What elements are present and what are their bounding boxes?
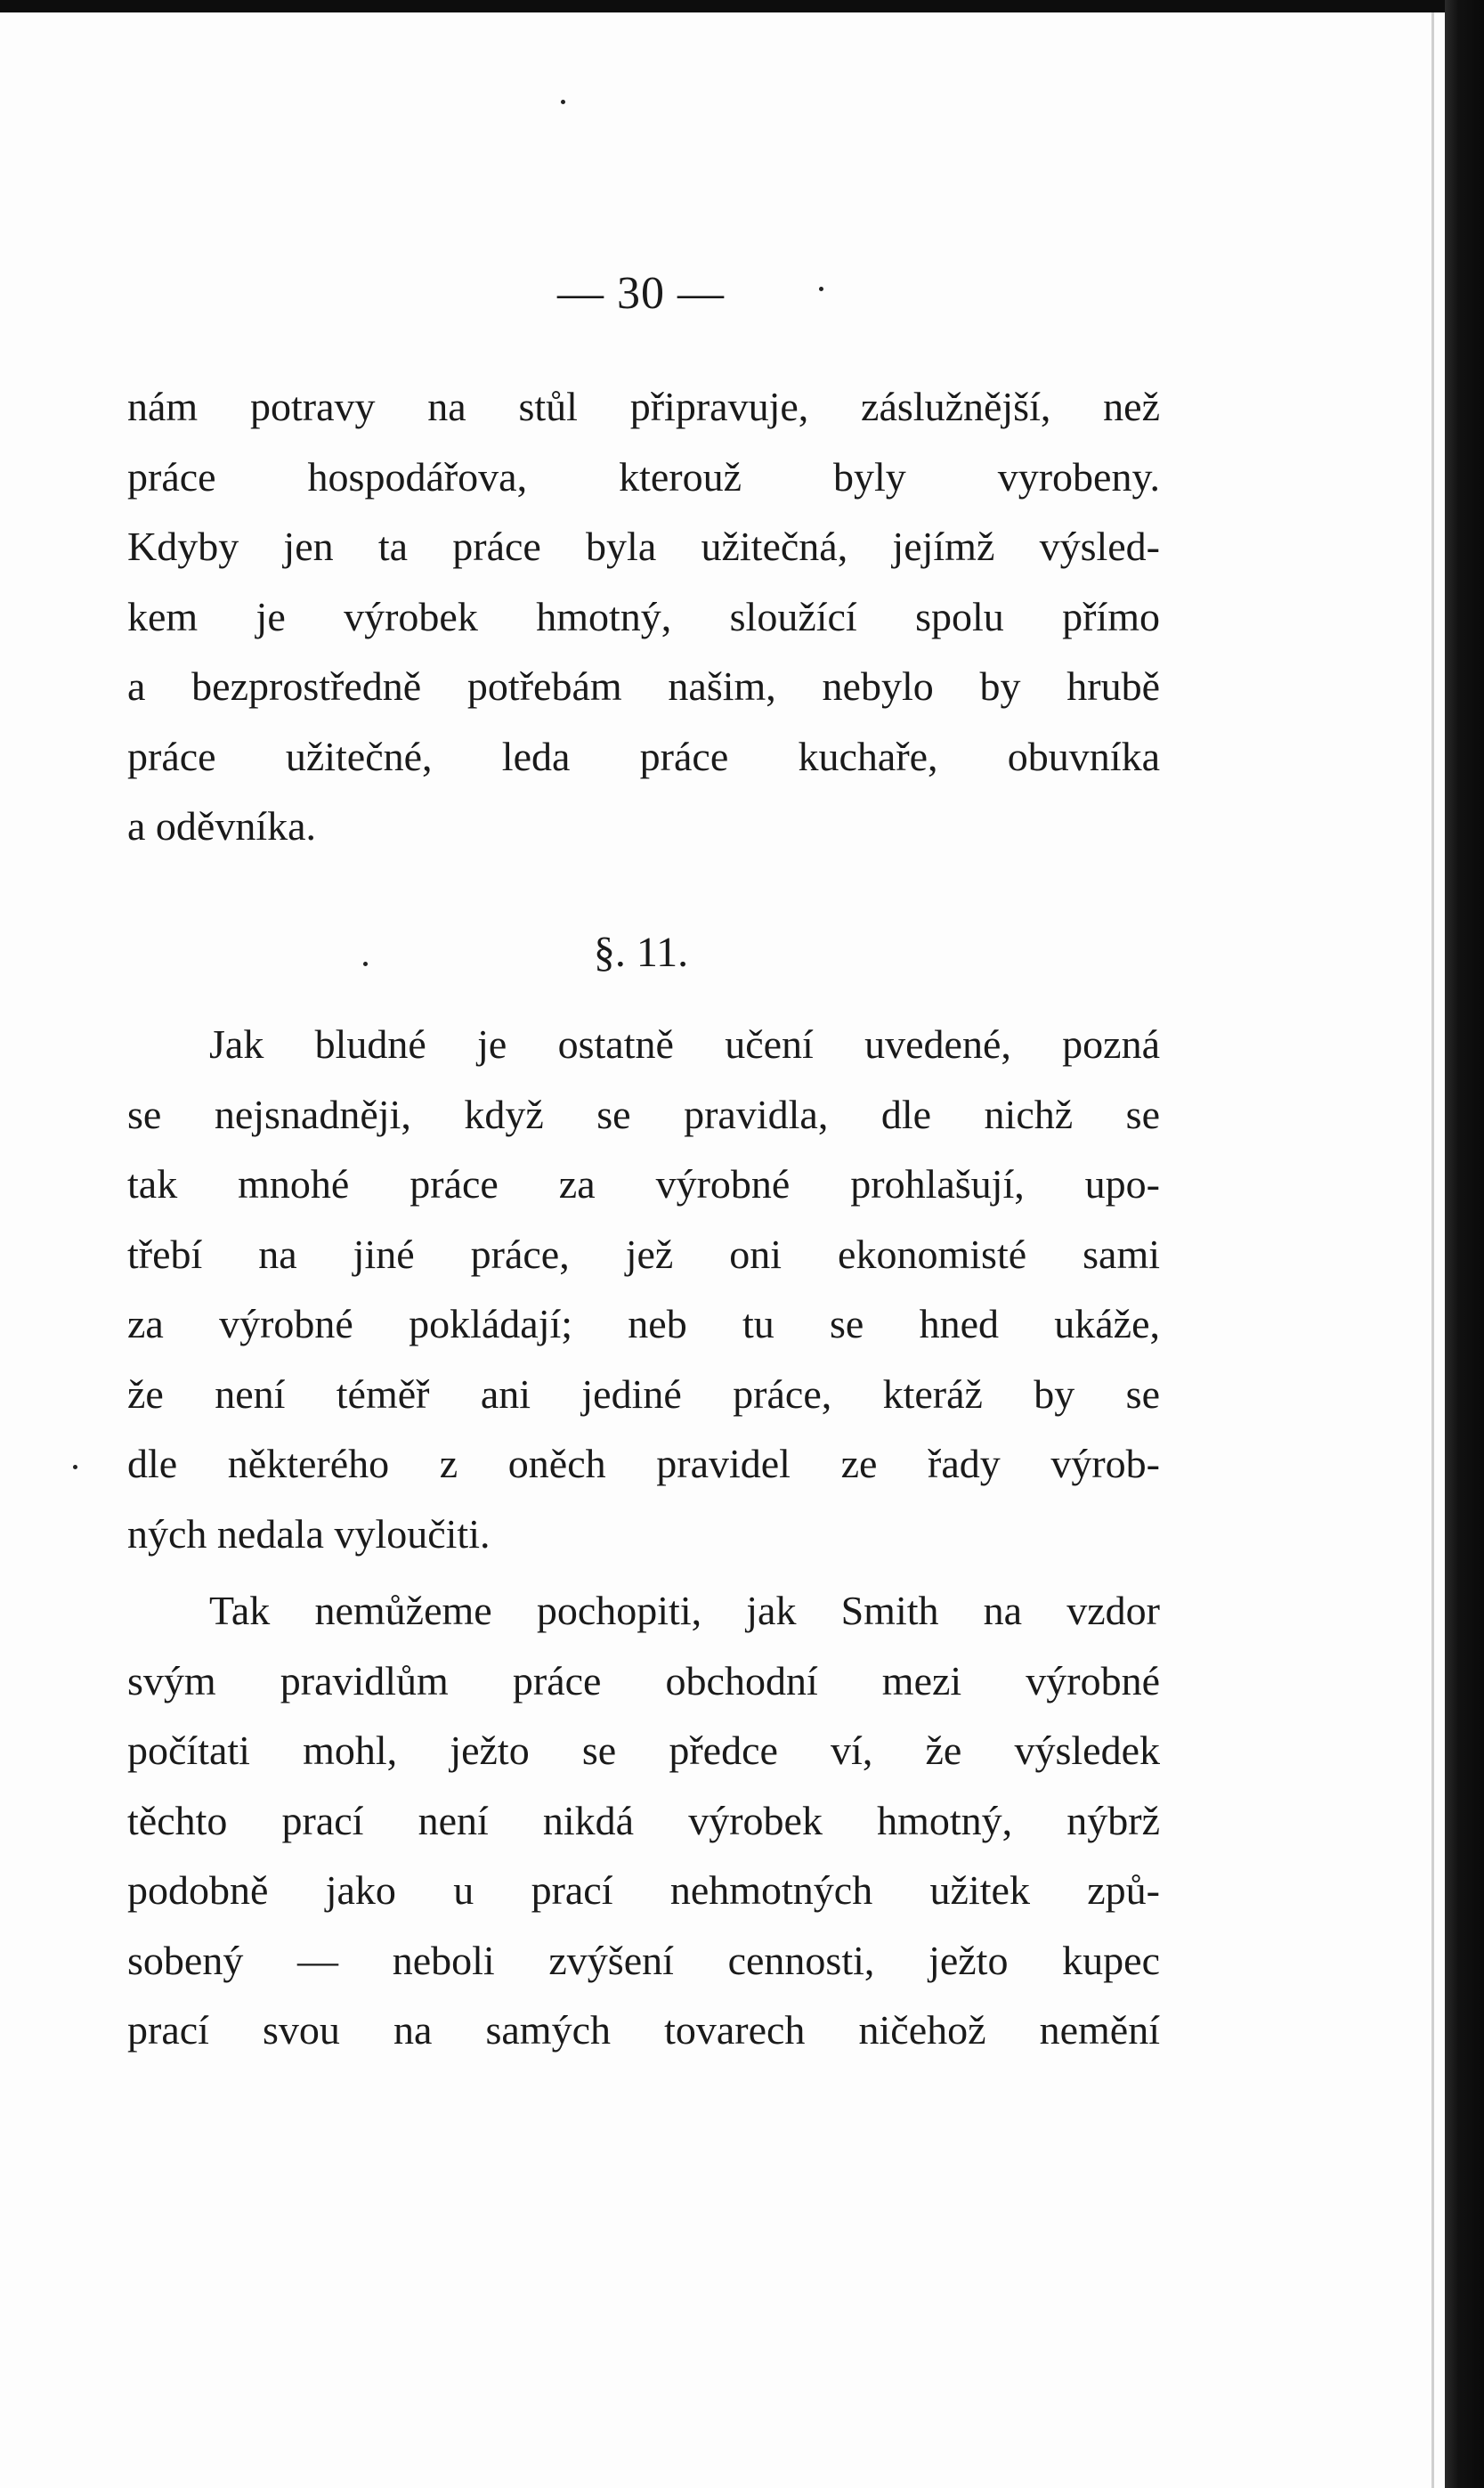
text-line: svým pravidlům práce obchodní mezi výrobné [127,1657,1160,1703]
scan-top-border [0,0,1484,12]
scan-speck [73,1465,77,1469]
section-heading: §. 11. [593,929,689,976]
scan-speck [561,100,565,104]
text-line: a oděvníka. [127,803,317,849]
page-edge-line [1431,12,1434,2488]
text-line: podobně jako u prací nehmotných užitek způ- [127,1867,1160,1913]
text-line: za výrobné pokládají; neb tu se hned ukáže, [127,1301,1160,1346]
text-line: ných nedala vyloučiti. [127,1510,491,1557]
paragraph-3 [127,1576,1160,2066]
text-line: tak mnohé práce za výrobné prohlašují, upo- [127,1161,1160,1207]
scan-right-border [1445,0,1484,2488]
text-line: Jak bludné je ostatně učení uvedené, pozná [209,1021,1160,1067]
text-line: těchto prací není nikdá výrobek hmotný, nýbrž [127,1797,1160,1843]
text-line: se nejsnadněji, když se pravidla, dle nichž se [127,1091,1160,1137]
paragraph-1 [127,372,1160,862]
text-line: prací svou na samých tovarech ničehož nemění [127,2007,1160,2053]
paragraph-2 [127,1010,1160,1569]
text-line: nám potravy na stůl připravuje, záslužnější, než [127,384,1160,429]
text-line: Tak nemůžeme pochopiti, jak Smith na vzdor [209,1588,1160,1633]
text-line: Kdyby jen ta práce byla užitečná, jejímž výsled- [127,524,1160,569]
text-line: práce užitečné, leda práce kuchaře, obuvníka [127,733,1160,779]
text-line: třebí na jiné práce, jež oni ekonomisté sami [127,1231,1160,1277]
text-line: sobený — neboli zvýšení cennosti, ježto kupec [127,1937,1160,1983]
text-line: dle některého z oněch pravidel ze řady výrob- [127,1441,1160,1486]
text-line: počítati mohl, ježto se předce ví, že výsledek [127,1728,1160,1773]
page-number: — 30 — [557,268,725,319]
text-line: že není téměř ani jediné práce, kteráž by se [127,1370,1160,1417]
text-line: kem je výrobek hmotný, sloužící spolu přímo [127,593,1160,639]
text-line: a bezprostředně potřebám našim, nebylo by hrubě [127,663,1160,709]
text-line: práce hospodářova, kterouž byly vyrobeny. [127,453,1160,500]
